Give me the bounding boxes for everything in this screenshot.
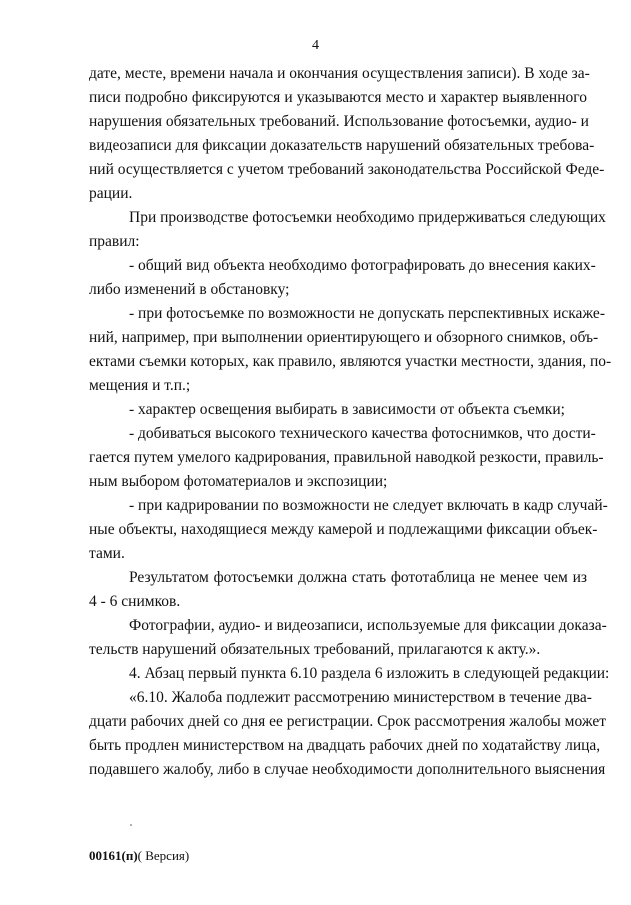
paragraph-line: гается путем умелого кадрирования, правильной наводкой резкости, правиль- [89, 449, 604, 466]
scan-speck [130, 824, 132, 826]
paragraph-line: дате, месте, времени начала и окончания осуществления записи). В ходе за- [89, 65, 590, 82]
paragraph-line: подавшего жалобу, либо в случае необходимости дополнительного выяснения [89, 761, 606, 778]
paragraph-line: - при кадрировании по возможности не следует включать в кадр случай- [129, 497, 608, 514]
paragraph-line: мещения и т.п.; [89, 377, 191, 394]
paragraph-line: - общий вид объекта необходимо фотографировать до внесения каких- [129, 257, 596, 274]
paragraph-line: ные объекты, находящиеся между камерой и подлежащими фиксации объек- [89, 521, 598, 538]
paragraph-line: 4. Абзац первый пункта 6.10 раздела 6 изложить в следующей редакции: [129, 665, 610, 682]
paragraph-line: рации. [89, 185, 133, 202]
paragraph-line: нарушения обязательных требований. Использование фотосъемки, аудио- и [89, 113, 589, 130]
paragraph-line: ным выбором фотоматериалов и экспозиции; [89, 473, 388, 490]
paragraph-line: либо изменений в обстановку; [89, 281, 290, 298]
paragraph-line: правил: [89, 233, 140, 250]
paragraph-line: ектами съемки которых, как правило, являются участки местности, здания, по- [89, 353, 612, 370]
document-body [89, 62, 612, 782]
paragraph-line: 4 - 6 снимков. [89, 593, 181, 610]
paragraph-line: Результатом фотосъемки должна стать фототаблица не менее чем из [129, 569, 587, 586]
paragraph-line: Фотографии, аудио- и видеозаписи, используемые для фиксации доказа- [129, 617, 607, 634]
paragraph-line: писи подробно фиксируются и указываются место и характер выявленного [89, 89, 587, 106]
paragraph-line: тами. [89, 545, 125, 562]
paragraph-line: - характер освещения выбирать в зависимости от объекта съемки; [129, 401, 565, 418]
page-number: 4 [312, 38, 319, 53]
paragraph-line: При производстве фотосъемки необходимо придерживаться следующих [129, 209, 606, 226]
footer [89, 848, 189, 864]
paragraph-line: «6.10. Жалоба подлежит рассмотрению министерством в течение два- [129, 689, 592, 706]
paragraph-line: видеозаписи для фиксации доказательств нарушений обязательных требова- [89, 137, 595, 154]
paragraph-line: ний, например, при выполнении ориентирующего и обзорного снимков, объ- [89, 329, 599, 346]
paragraph-line: тельств нарушений обязательных требований, прилагаются к акту.». [89, 641, 541, 658]
document-version: ( Версия) [137, 848, 190, 863]
paragraph-line: дцати рабочих дней со дня ее регистрации. Срок рассмотрения жалобы может [89, 713, 607, 730]
paragraph-line: - при фотосъемке по возможности не допускать перспективных искаже- [129, 305, 605, 322]
paragraph-line: ний осуществляется с учетом требований законодательства Российской Феде- [89, 161, 605, 178]
paragraph-line: - добиваться высокого технического качества фотоснимков, что дости- [129, 425, 596, 442]
paragraph-line: быть продлен министерством на двадцать рабочих дней по ходатайству лица, [89, 737, 601, 754]
document-code: 00161(п) [89, 848, 138, 863]
